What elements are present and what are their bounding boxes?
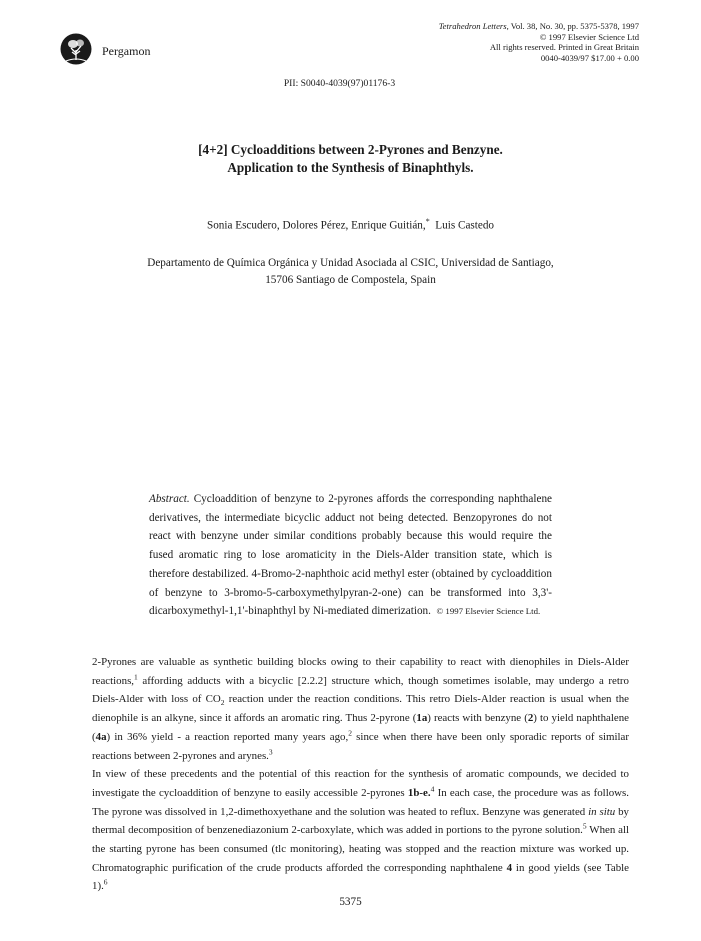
text-run: in good yields (see Table 1). (92, 861, 629, 893)
compound-label: 4a (95, 730, 107, 743)
italic-term: in situ (588, 805, 616, 818)
journal-info (439, 21, 639, 63)
abstract-copyright: © 1997 Elsevier Science Ltd. (436, 606, 541, 617)
text-run: In view of these precedents and the potential of this reaction for the synthesis of aromatic compounds, we decided to investigate the cycloaddition of benzyne to easily accessible 2-pyrones (92, 768, 629, 799)
abstract-text: Cycloaddition of benzyne to 2-pyrones affords the corresponding naphthalene derivatives, the intermediate bicyclic adduct not being detected. Benzopyrones do not react with benzyne under similar conditions probably because this would require the fused aromatic ring to lose aromaticity in the Diels-Alder transition state, which is therefore destabilized. 4-Bromo-2-naphthoic acid methyl ester (obtained by cycloaddition of benzyne to 3-bromo-5-carboxymethylpyran-2-one) can be transformed into 3,3'-dicarboxymethyl-1,1'-binaphthyl by Ni-mediated dimerization. (149, 493, 552, 618)
reference-mark: 4 (430, 784, 435, 794)
affiliation-line-2: 15706 Santiago de Compostela, Spain (265, 274, 436, 286)
reference-mark: 6 (103, 877, 108, 887)
paragraph-2 (92, 765, 629, 896)
affiliation-line-1: Departamento de Química Orgánica y Unidad Asociada al CSIC, Universidad de Santiago, (147, 257, 554, 269)
text-run: affording adducts with a bicyclic [2.2.2] structure which, though sometimes isolable, may undergo a retro Diels-Alder with loss of CO (92, 674, 629, 706)
author-names: Sonia Escudero, Dolores Pérez, Enrique Guitián, (206, 219, 426, 232)
compound-label: 1b-e (407, 786, 428, 799)
text-run: ) reacts with benzyne ( (427, 712, 528, 725)
reference-mark: 5 (582, 821, 587, 831)
body-text (92, 653, 629, 896)
journal-citation (439, 21, 639, 32)
affiliation (0, 255, 701, 289)
compound-label: 2 (527, 712, 534, 725)
reference-mark: 1 (134, 672, 138, 682)
author-list (0, 217, 701, 232)
pii-text: PII: S0040-4039(97)01176-3 (283, 78, 396, 89)
text-run: In each case, the procedure was as follows. The pyrone was dissolved in 1,2-dimethoxyethane and the solution was heated to reflux. Benzyne was generated (92, 786, 629, 818)
title-line-2: Application to the Synthesis of Binaphthyls. (227, 160, 474, 175)
text-run: . (427, 786, 431, 799)
paragraph-1 (92, 653, 629, 765)
reference-mark: 2 (348, 728, 352, 738)
journal-name: Tetrahedron Letters (438, 21, 507, 31)
publisher-name: Pergamon (102, 44, 151, 58)
text-run: by thermal decomposition of benzenediazonium 2-carboxylate, which was added in portions to the pyrone solution. (92, 805, 629, 837)
reference-mark: 3 (268, 746, 273, 756)
journal-copyright: © 1997 Elsevier Science Ltd (539, 31, 639, 42)
compound-label: 4 (506, 861, 513, 874)
text-run: since when there have been only sporadic reports of similar reactions between 2-pyrones and arynes. (92, 730, 629, 762)
title-line-1: [4+2] Cycloadditions between 2-Pyrones and Benzyne. (198, 142, 503, 157)
author-last: Luis Castedo (435, 219, 495, 232)
elsevier-tree-logo (60, 33, 92, 65)
page-number: 5375 (339, 896, 362, 908)
text-run: When all the starting pyrone has been consumed (tlc monitoring), heating was stopped and the reaction mixture was worked up. Chromatographic purification of the crude products afforded the corresponding naphthalene (92, 824, 630, 874)
abstract-label: Abstract. (149, 493, 190, 505)
compound-label: 1a (416, 712, 428, 725)
pii-line (0, 78, 701, 89)
text-run: ) to yield naphthalene ( (92, 712, 629, 743)
journal-volume: , Vol. 38, No. 30, pp. 5375-5378, 1997 (506, 21, 639, 31)
text-run: ) in 36% yield - a reaction reported many years ago, (106, 730, 349, 743)
journal-rights: All rights reserved. Printed in Great Britain (489, 42, 639, 53)
journal-price: 0040-4039/97 $17.00 + 0.00 (540, 52, 639, 63)
abstract (149, 490, 552, 621)
subscript: 2 (220, 698, 225, 708)
corresponding-author-mark: * (425, 217, 430, 226)
article-title (0, 141, 701, 177)
text-run: 2-Pyrones are valuable as synthetic building blocks owing to their capability to react with dienophiles in Diels-Alder reactions, (92, 656, 629, 687)
text-run: reaction under the reaction conditions. This retro Diels-Alder reaction is usual when the dienophile is an alkyne, since it affords an aromatic ring. Thus 2-pyrone ( (92, 693, 629, 725)
